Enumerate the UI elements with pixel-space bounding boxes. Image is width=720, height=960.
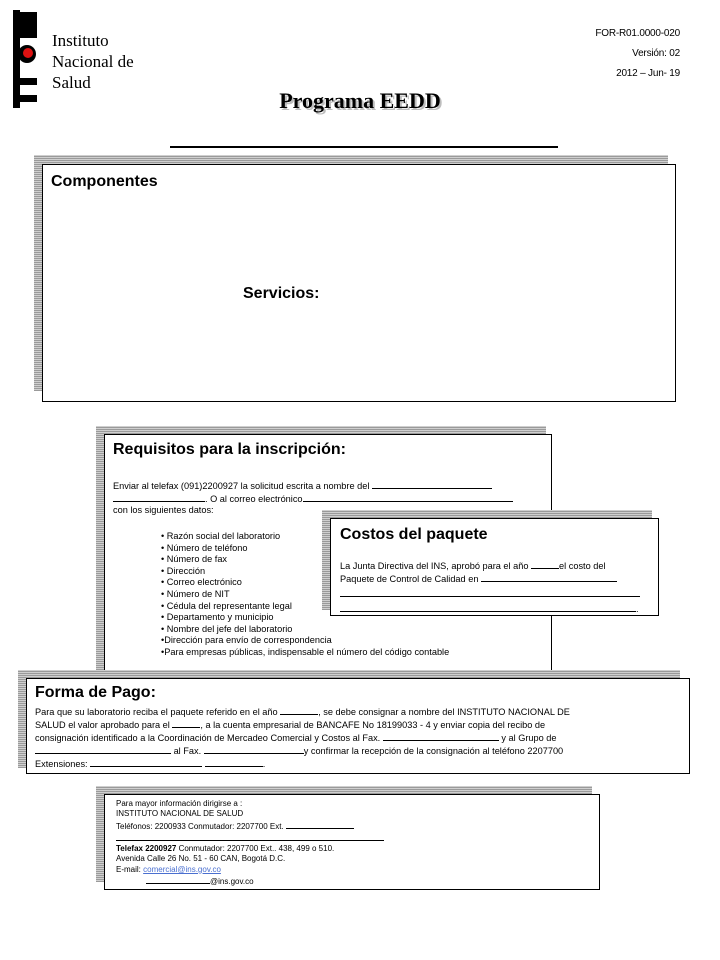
list-item: • Número de teléfono	[161, 542, 248, 553]
forma-pago-line-3a: consignación identificado a la Coordinación de Mercadeo Comercial y Costos al Fax.	[35, 733, 381, 743]
forma-pago-heading: Forma de Pago:	[35, 684, 156, 701]
doc-date: 2012 – Jun- 19	[616, 68, 680, 79]
title-underline	[170, 146, 558, 148]
costos-heading: Costos del paquete	[340, 526, 488, 543]
doc-version: Versión: 02	[632, 48, 680, 59]
costos-line-1a: La Junta Directiva del INS, aprobó para el año	[340, 561, 529, 571]
forma-pago-line-2b: , a la cuenta empresarial de BANCAFE No 18199033 - 4 y enviar copia del recibo de	[200, 720, 546, 730]
list-item: • Número de fax	[161, 554, 228, 565]
forma-pago-line-1b: , se debe consignar a nombre del INSTITUTO NACIONAL DE	[318, 707, 570, 717]
list-item: • Correo electrónico	[161, 577, 242, 588]
institute-line-2: Nacional de	[52, 52, 134, 71]
forma-pago-line-4b: y confirmar la recepción de la consignación al teléfono 2207700	[303, 746, 564, 756]
list-item: • Departamento y municipio	[161, 612, 274, 623]
requisitos-heading: Requisitos para la inscripción:	[113, 441, 346, 458]
list-item: •Para empresas públicas, indispensable el número del código contable	[161, 646, 450, 657]
forma-pago-line-3b: y al Grupo de	[501, 733, 557, 743]
contacto-email-label: E-mail:	[116, 864, 144, 874]
forma-pago-line-2a: SALUD el valor aprobado para el	[35, 720, 170, 730]
contacto-telefax: Telefax 2200927	[116, 844, 177, 854]
costos-line-2: Paquete de Control de Calidad en	[340, 574, 479, 584]
requisitos-intro-2: . O al correo electrónico	[205, 494, 303, 504]
document-meta	[595, 24, 680, 84]
requisitos-intro-3: con los siguientes datos:	[113, 505, 214, 515]
contacto-line-3: Teléfonos: 2200933 Conmutador: 2207700 Ext.	[116, 821, 284, 831]
institute-line-3: Salud	[52, 73, 91, 92]
forma-pago-line-5a: Extensiones:	[35, 759, 88, 769]
forma-pago-line-4a: al Fax.	[173, 746, 202, 756]
servicios-label: Servicios:	[243, 285, 320, 302]
forma-pago-box	[26, 678, 690, 774]
contacto-line-2: INSTITUTO NACIONAL DE SALUD	[116, 809, 244, 819]
list-item: • Dirección	[161, 565, 206, 576]
forma-pago-line-1a: Para que su laboratorio reciba el paquete referido en el año	[35, 707, 278, 717]
list-item: • Razón social del laboratorio	[161, 531, 281, 541]
list-item: • Número de NIT	[161, 588, 230, 599]
contacto-box	[104, 794, 600, 890]
contacto-line-6: Avenida Calle 26 No. 51 - 60 CAN, Bogotá D.C.	[116, 854, 286, 864]
page-title: Programa EEDD	[279, 88, 441, 113]
list-item: •Dirección para envío de correspondencia	[161, 635, 332, 646]
costos-text: La Junta Directiva del INS, aprobó para el año el costo del Paquete de Control de Calidad en .	[340, 561, 639, 614]
list-item: • Cédula del representante legal	[161, 600, 292, 611]
contacto-line-5: Conmutador: 2207700 Ext.. 438, 499 o 510.	[176, 844, 335, 854]
contacto-email-link[interactable]: comercial@ins.gov.co	[143, 864, 221, 874]
componentes-heading: Componentes	[51, 173, 158, 190]
costos-line-1b: el costo del	[559, 561, 606, 571]
doc-code: FOR-R01.0000-020	[595, 28, 680, 39]
costos-box	[330, 518, 659, 616]
componentes-box	[42, 164, 676, 402]
requisitos-intro-1: Enviar al telefax (091)2200927 la solicitud escrita a nombre del	[113, 481, 370, 491]
institute-name	[52, 30, 134, 93]
contacto-text	[116, 799, 384, 887]
list-item: • Nombre del jefe del laboratorio	[161, 623, 293, 634]
contacto-line-1: Para mayor información dirigirse a :	[116, 799, 243, 808]
forma-pago-text: Para que su laboratorio reciba el paquete referido en el año , se debe consignar a nombre del INSTITUTO NACIONAL DE SALUD el valor aprobado para el , a la cuenta empresarial de BANCAFE No 18199033 - 4 y enviar copia del recibo de consignación identificado a la Coordinación de Mercadeo Comercial y Costos al Fax. y al Grupo de al Fax. y confirmar la recepción de la consignación al teléfono 2207700 Extensiones: .	[35, 707, 570, 769]
contacto-email-suffix: @ins.gov.co	[210, 877, 254, 887]
institute-line-1: Instituto	[52, 31, 109, 50]
